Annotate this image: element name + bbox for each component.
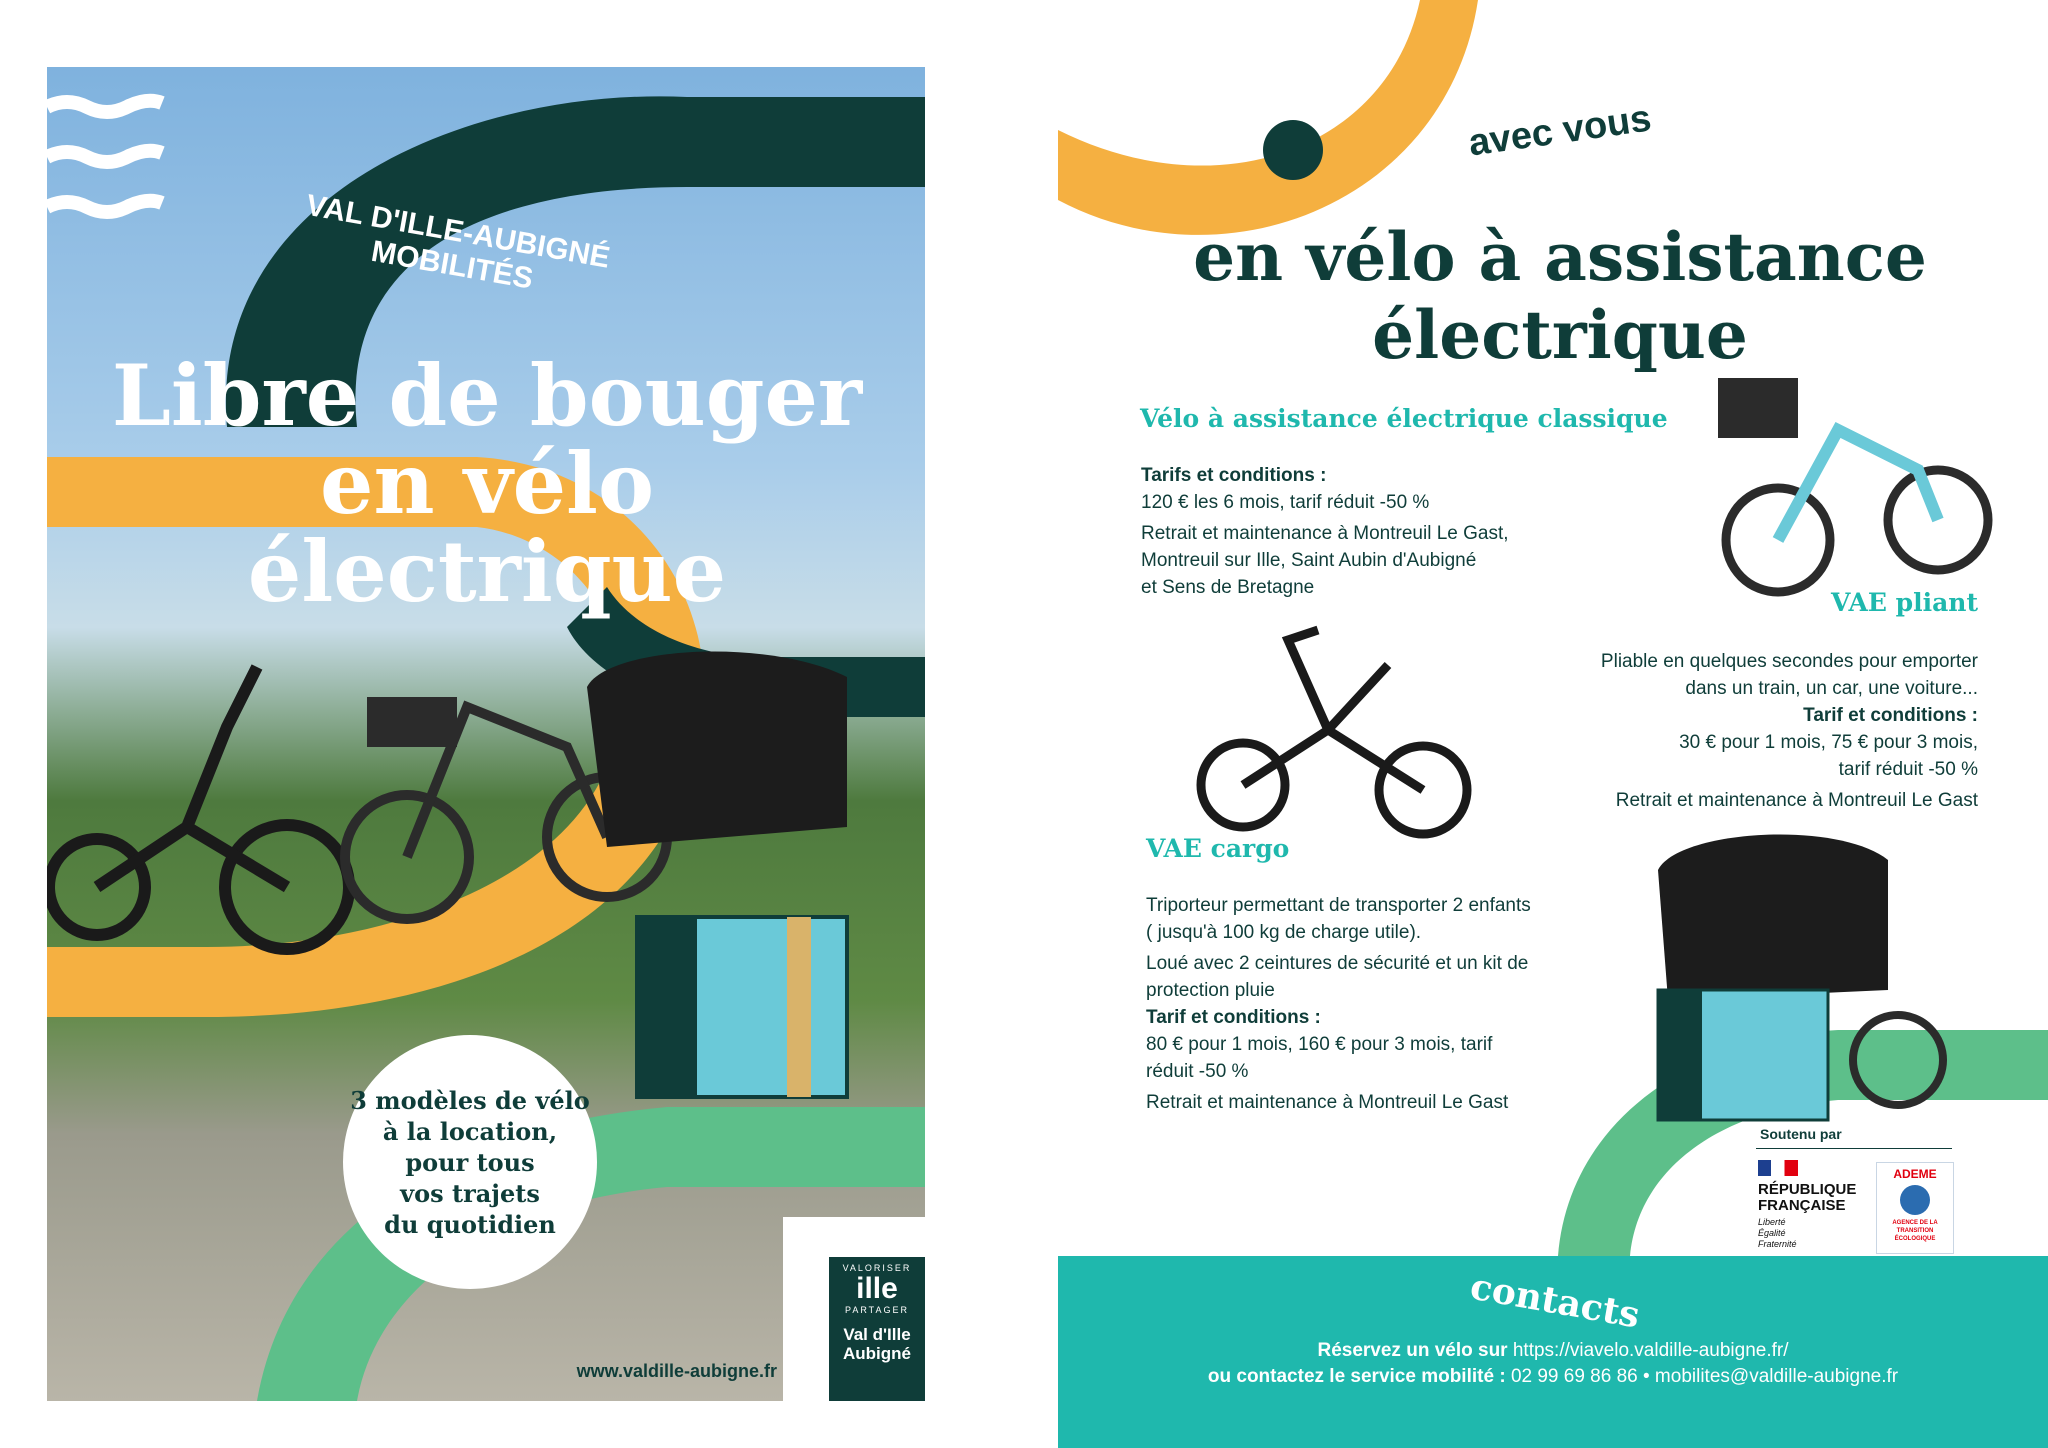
logo-mid-text: ille <box>856 1272 898 1305</box>
footer-contact-label: ou contactez le service mobilité : <box>1207 1366 1506 1387</box>
cargo-extra-line-2: protection pluie <box>1146 980 1275 1001</box>
classic-heading: Vélo à assistance électrique classique <box>1140 404 1668 433</box>
cargo-desc-line-2: ( jusqu'à 100 kg de charge utile). <box>1146 922 1422 943</box>
rf-line-2: FRANÇAISE <box>1758 1197 1846 1214</box>
kicker-text: avec vous <box>1465 97 1654 165</box>
bubble-line-2: à la location, <box>382 1117 558 1146</box>
cover-overlay <box>47 67 925 1401</box>
bubble-line-4: vos trajets <box>400 1179 540 1208</box>
cover-title-line-1: Libre de bouger <box>111 346 863 445</box>
cargo-retrait: Retrait et maintenance à Montreuil Le Gast <box>1146 1092 1509 1113</box>
main-title-line-1: en vélo à assistance <box>1193 218 1927 296</box>
footer-reserve-label: Réservez un vélo sur <box>1317 1340 1508 1361</box>
cover-title-line-3: électrique <box>247 522 727 621</box>
valdille-logo <box>829 1257 925 1401</box>
cover-brand: VAL D'ILLE-AUBIGNÉ MOBILITÉS <box>303 188 613 296</box>
ademe-sub-1: AGENCE DE LA <box>1892 1220 1938 1226</box>
classic-retrait-line-2: Montreuil sur Ille, Saint Aubin d'Aubigné <box>1141 550 1477 571</box>
cargo-heading: VAE cargo <box>1146 834 1290 863</box>
classic-retrait-line-1: Retrait et maintenance à Montreuil Le Gast, <box>1141 523 1509 544</box>
classic-bike-photo <box>1726 430 1988 592</box>
footer-reserve-link[interactable]: https://viavelo.valdille-aubigne.fr/ <box>1512 1340 1789 1361</box>
ademe-name: ADEME <box>1893 1167 1937 1181</box>
pliant-desc-line-1: Pliable en quelques secondes pour emporter <box>1600 651 1978 672</box>
republique-francaise-logo <box>1758 1160 1868 1250</box>
bubble-line-3: pour tous <box>405 1148 535 1177</box>
pliant-retrait: Retrait et maintenance à Montreuil Le Gast <box>1615 790 1978 811</box>
pliant-price-line-1: 30 € pour 1 mois, 75 € pour 3 mois, <box>1679 732 1978 753</box>
cargo-price-line-2: réduit -50 % <box>1146 1061 1249 1082</box>
footer-contact-details[interactable]: 02 99 69 86 86 • mobilites@valdille-aubigne.fr <box>1510 1366 1899 1387</box>
pliant-body <box>1478 648 1978 814</box>
cover-title <box>67 346 907 621</box>
rf-motto-3: Fraternité <box>1758 1239 1797 1249</box>
rf-motto-2: Égalité <box>1758 1228 1786 1238</box>
logo-bottom-text: PARTAGER <box>844 1305 909 1315</box>
soutenu-divider <box>1756 1148 1952 1149</box>
cargo-extra-line-1: Loué avec 2 ceintures de sécurité et un kit de <box>1146 953 1529 974</box>
bubble-line-1: 3 modèles de vélo <box>350 1086 590 1115</box>
ademe-logo <box>1876 1162 1954 1254</box>
cover-bubble-text <box>347 1085 593 1240</box>
logo-name-line-1: Val d'Ille <box>843 1325 911 1344</box>
cover-page <box>47 67 925 1401</box>
pliant-desc-line-2: dans un train, un car, une voiture... <box>1685 678 1978 699</box>
ademe-sub-3: ÉCOLOGIQUE <box>1894 1236 1936 1242</box>
classic-cond-label: Tarifs et conditions : <box>1141 465 1327 486</box>
cargo-body <box>1146 892 1626 1116</box>
logo-name-line-2: Aubigné <box>843 1344 911 1363</box>
cover-url[interactable]: www.valdille-aubigne.fr <box>576 1361 777 1381</box>
main-title <box>1130 218 1990 374</box>
ademe-globe-icon <box>1900 1185 1930 1215</box>
folding-bike-photo <box>1201 630 1467 834</box>
classic-body <box>1141 462 1601 601</box>
cargo-desc-line-1: Triporteur permettant de transporter 2 enfants <box>1146 895 1531 916</box>
cargo-cond-label: Tarif et conditions : <box>1146 1007 1321 1028</box>
soutenu-label: Soutenu par <box>1760 1126 1842 1142</box>
cover-title-line-2: en vélo <box>320 434 654 533</box>
contacts-heading: contacts <box>1467 1265 1643 1337</box>
logo-top-text: VALORISER <box>842 1263 912 1273</box>
classic-price: 120 € les 6 mois, tarif réduit -50 % <box>1141 492 1430 513</box>
main-title-line-2: électrique <box>1372 296 1748 374</box>
rf-motto-1: Liberté <box>1758 1217 1786 1227</box>
classic-bike-basket <box>1718 378 1798 438</box>
bubble-line-5: du quotidien <box>384 1210 556 1239</box>
french-flag-icon <box>1758 1160 1798 1176</box>
pliant-cond-label: Tarif et conditions : <box>1803 705 1978 726</box>
classic-retrait-line-3: et Sens de Bretagne <box>1141 577 1315 598</box>
cargo-price-line-1: 80 € pour 1 mois, 160 € pour 3 mois, tarif <box>1146 1034 1493 1055</box>
pliant-price-line-2: tarif réduit -50 % <box>1838 759 1978 780</box>
pliant-heading: VAE pliant <box>1830 588 1978 617</box>
rf-line-1: RÉPUBLIQUE <box>1758 1181 1857 1198</box>
ademe-sub-2: TRANSITION <box>1896 1228 1934 1234</box>
footer-line-1 <box>1058 1340 2048 1362</box>
footer-line-2 <box>1058 1366 2048 1388</box>
